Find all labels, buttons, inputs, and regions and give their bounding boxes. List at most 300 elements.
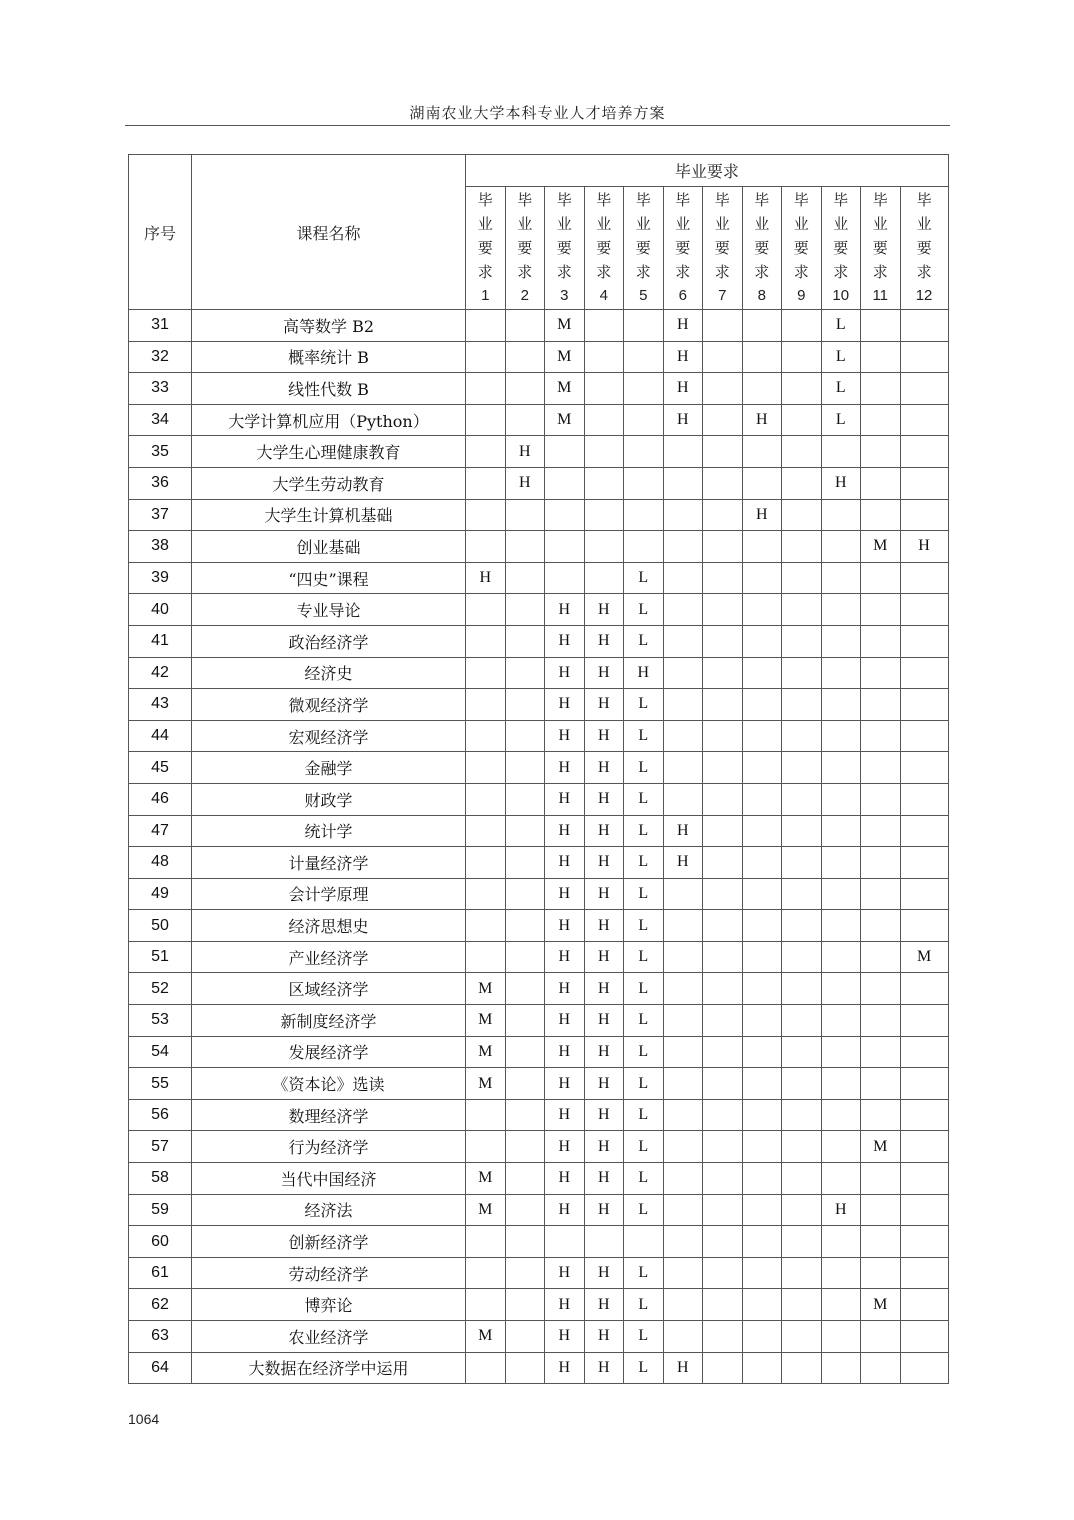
requirement-mark-8 bbox=[742, 594, 782, 626]
requirement-mark-1: M bbox=[466, 1005, 506, 1037]
requirement-mark-9 bbox=[782, 847, 822, 879]
requirement-mark-8 bbox=[742, 910, 782, 942]
requirement-mark-9 bbox=[782, 1068, 822, 1100]
requirement-mark-2 bbox=[505, 783, 545, 815]
requirement-mark-9 bbox=[782, 783, 822, 815]
table-row bbox=[129, 1289, 949, 1321]
course-number: 33 bbox=[129, 373, 192, 405]
course-number: 51 bbox=[129, 941, 192, 973]
course-number: 34 bbox=[129, 404, 192, 436]
requirement-mark-12 bbox=[900, 1099, 948, 1131]
requirement-mark-3 bbox=[545, 1226, 585, 1258]
header-requirement-4 bbox=[584, 187, 624, 310]
header-requirement-char: 业 bbox=[675, 215, 691, 233]
requirement-mark-7 bbox=[703, 625, 743, 657]
requirement-mark-9 bbox=[782, 910, 822, 942]
requirement-mark-9 bbox=[782, 1163, 822, 1195]
requirement-mark-4: H bbox=[584, 752, 624, 784]
requirement-mark-9 bbox=[782, 562, 822, 594]
course-number: 49 bbox=[129, 878, 192, 910]
course-number: 39 bbox=[129, 562, 192, 594]
requirement-mark-5: L bbox=[624, 1036, 664, 1068]
course-name: 大学生计算机基础 bbox=[192, 499, 466, 531]
requirement-mark-5: L bbox=[624, 973, 664, 1005]
requirement-mark-4: H bbox=[584, 657, 624, 689]
requirement-mark-4 bbox=[584, 531, 624, 563]
requirement-mark-7 bbox=[703, 720, 743, 752]
course-name: 宏观经济学 bbox=[192, 720, 466, 752]
requirement-mark-6: H bbox=[663, 404, 703, 436]
requirement-mark-6 bbox=[663, 783, 703, 815]
requirement-mark-7 bbox=[703, 310, 743, 342]
requirement-mark-5: L bbox=[624, 1099, 664, 1131]
table-row bbox=[129, 625, 949, 657]
requirement-mark-7 bbox=[703, 373, 743, 405]
table-row bbox=[129, 531, 949, 563]
requirement-mark-6 bbox=[663, 436, 703, 468]
requirement-mark-6 bbox=[663, 562, 703, 594]
header-requirement-char: 毕 bbox=[596, 191, 612, 209]
requirement-mark-4 bbox=[584, 562, 624, 594]
requirement-mark-3: H bbox=[545, 910, 585, 942]
requirement-mark-8 bbox=[742, 689, 782, 721]
requirement-mark-8 bbox=[742, 973, 782, 1005]
requirement-mark-2: H bbox=[505, 436, 545, 468]
header-requirement-char: 求 bbox=[477, 263, 493, 281]
requirement-mark-4 bbox=[584, 310, 624, 342]
requirement-mark-1 bbox=[466, 752, 506, 784]
requirement-mark-1 bbox=[466, 341, 506, 373]
course-number: 40 bbox=[129, 594, 192, 626]
requirement-mark-6 bbox=[663, 973, 703, 1005]
header-requirement-number: 11 bbox=[872, 287, 889, 304]
requirement-mark-7 bbox=[703, 531, 743, 563]
requirement-mark-10 bbox=[821, 1257, 861, 1289]
header-rule bbox=[125, 125, 950, 126]
course-name: 高等数学 B2 bbox=[192, 310, 466, 342]
header-requirement-char: 业 bbox=[754, 215, 770, 233]
requirement-mark-8 bbox=[742, 1257, 782, 1289]
header-requirement-char: 求 bbox=[556, 263, 572, 281]
requirement-mark-10 bbox=[821, 1289, 861, 1321]
requirement-mark-8 bbox=[742, 310, 782, 342]
requirement-mark-11 bbox=[861, 436, 901, 468]
table-row bbox=[129, 1068, 949, 1100]
course-name: 微观经济学 bbox=[192, 689, 466, 721]
requirement-mark-10 bbox=[821, 752, 861, 784]
header-requirement-char: 要 bbox=[596, 239, 612, 257]
requirement-mark-6 bbox=[663, 941, 703, 973]
requirement-mark-4: H bbox=[584, 878, 624, 910]
requirement-mark-8 bbox=[742, 752, 782, 784]
requirement-mark-10 bbox=[821, 783, 861, 815]
requirement-mark-4: H bbox=[584, 1131, 624, 1163]
table-row bbox=[129, 941, 949, 973]
requirement-mark-10 bbox=[821, 1068, 861, 1100]
header-requirement-char: 业 bbox=[635, 215, 651, 233]
requirement-mark-6 bbox=[663, 1257, 703, 1289]
requirement-mark-7 bbox=[703, 752, 743, 784]
requirement-mark-7 bbox=[703, 467, 743, 499]
requirement-mark-12 bbox=[900, 847, 948, 879]
requirement-mark-8 bbox=[742, 1352, 782, 1384]
header-requirement-char: 毕 bbox=[754, 191, 770, 209]
header-requirement-char: 要 bbox=[477, 239, 493, 257]
requirement-mark-3: M bbox=[545, 404, 585, 436]
requirement-mark-6 bbox=[663, 594, 703, 626]
requirement-mark-1 bbox=[466, 404, 506, 436]
requirement-mark-11: M bbox=[861, 1289, 901, 1321]
requirement-mark-1 bbox=[466, 1099, 506, 1131]
requirement-mark-4: H bbox=[584, 1099, 624, 1131]
requirement-mark-4: H bbox=[584, 847, 624, 879]
requirement-mark-1: M bbox=[466, 1194, 506, 1226]
requirement-mark-3: H bbox=[545, 847, 585, 879]
requirement-mark-11 bbox=[861, 1321, 901, 1353]
header-requirement-9 bbox=[782, 187, 822, 310]
requirement-mark-8 bbox=[742, 720, 782, 752]
requirement-mark-8: H bbox=[742, 499, 782, 531]
requirement-mark-1: H bbox=[466, 562, 506, 594]
requirement-mark-9 bbox=[782, 1289, 822, 1321]
header-requirement-3 bbox=[545, 187, 585, 310]
requirement-mark-1 bbox=[466, 1131, 506, 1163]
requirement-mark-10 bbox=[821, 815, 861, 847]
requirement-mark-6 bbox=[663, 752, 703, 784]
header-requirement-1 bbox=[466, 187, 506, 310]
requirement-mark-11 bbox=[861, 1099, 901, 1131]
requirement-mark-3: H bbox=[545, 1036, 585, 1068]
requirement-mark-6 bbox=[663, 1036, 703, 1068]
requirement-mark-3: H bbox=[545, 1352, 585, 1384]
requirement-mark-5: L bbox=[624, 847, 664, 879]
requirement-mark-8 bbox=[742, 436, 782, 468]
course-number: 58 bbox=[129, 1163, 192, 1195]
requirement-mark-6 bbox=[663, 1289, 703, 1321]
requirement-mark-4: H bbox=[584, 973, 624, 1005]
header-requirement-char: 业 bbox=[833, 215, 849, 233]
header-requirement-10 bbox=[821, 187, 861, 310]
course-number: 63 bbox=[129, 1321, 192, 1353]
course-name: 线性代数 B bbox=[192, 373, 466, 405]
requirement-mark-5 bbox=[624, 310, 664, 342]
requirement-mark-1 bbox=[466, 531, 506, 563]
requirement-mark-5: L bbox=[624, 1163, 664, 1195]
requirement-mark-1 bbox=[466, 1257, 506, 1289]
table-row bbox=[129, 1194, 949, 1226]
requirement-mark-12 bbox=[900, 720, 948, 752]
requirement-mark-6 bbox=[663, 720, 703, 752]
requirement-mark-9 bbox=[782, 531, 822, 563]
requirement-mark-3: H bbox=[545, 657, 585, 689]
requirement-mark-12: M bbox=[900, 941, 948, 973]
requirement-mark-1 bbox=[466, 625, 506, 657]
requirement-mark-6 bbox=[663, 1163, 703, 1195]
requirement-mark-3: H bbox=[545, 689, 585, 721]
requirement-mark-12 bbox=[900, 1131, 948, 1163]
requirement-mark-3: H bbox=[545, 720, 585, 752]
requirement-mark-1 bbox=[466, 373, 506, 405]
table-row bbox=[129, 1257, 949, 1289]
requirement-mark-4: H bbox=[584, 783, 624, 815]
requirement-mark-1: M bbox=[466, 1068, 506, 1100]
course-number: 32 bbox=[129, 341, 192, 373]
course-number: 56 bbox=[129, 1099, 192, 1131]
header-requirement-number: 3 bbox=[560, 287, 569, 304]
table-row bbox=[129, 910, 949, 942]
requirement-mark-8 bbox=[742, 657, 782, 689]
graduation-requirements-matrix bbox=[128, 154, 949, 1384]
requirement-mark-11 bbox=[861, 878, 901, 910]
header-requirement-char: 要 bbox=[916, 239, 932, 257]
requirement-mark-6: H bbox=[663, 341, 703, 373]
requirement-mark-12 bbox=[900, 373, 948, 405]
requirement-mark-8 bbox=[742, 1289, 782, 1321]
table-row bbox=[129, 752, 949, 784]
course-number: 46 bbox=[129, 783, 192, 815]
requirement-mark-8 bbox=[742, 1226, 782, 1258]
requirement-mark-7 bbox=[703, 973, 743, 1005]
table-row bbox=[129, 373, 949, 405]
requirement-mark-6: H bbox=[663, 815, 703, 847]
requirement-mark-12 bbox=[900, 1036, 948, 1068]
requirement-mark-1 bbox=[466, 1226, 506, 1258]
course-name: 农业经济学 bbox=[192, 1321, 466, 1353]
course-number: 53 bbox=[129, 1005, 192, 1037]
requirement-mark-3: H bbox=[545, 1321, 585, 1353]
header-requirement-char: 求 bbox=[675, 263, 691, 281]
requirement-mark-3: H bbox=[545, 878, 585, 910]
requirement-mark-9 bbox=[782, 436, 822, 468]
requirement-mark-8 bbox=[742, 847, 782, 879]
requirement-mark-2 bbox=[505, 689, 545, 721]
course-name: 经济思想史 bbox=[192, 910, 466, 942]
requirement-mark-7 bbox=[703, 657, 743, 689]
header-requirement-char: 毕 bbox=[635, 191, 651, 209]
requirement-mark-5: L bbox=[624, 689, 664, 721]
requirement-mark-11 bbox=[861, 973, 901, 1005]
requirement-mark-6 bbox=[663, 878, 703, 910]
requirement-mark-2 bbox=[505, 657, 545, 689]
requirement-mark-4 bbox=[584, 404, 624, 436]
requirement-mark-2 bbox=[505, 1289, 545, 1321]
requirement-mark-6 bbox=[663, 1099, 703, 1131]
course-name: 区域经济学 bbox=[192, 973, 466, 1005]
requirement-mark-12 bbox=[900, 1163, 948, 1195]
requirement-mark-6 bbox=[663, 625, 703, 657]
header-requirement-char: 业 bbox=[477, 215, 493, 233]
requirement-mark-12 bbox=[900, 436, 948, 468]
requirement-mark-1 bbox=[466, 657, 506, 689]
course-name: 大学生劳动教育 bbox=[192, 467, 466, 499]
requirement-mark-3: H bbox=[545, 973, 585, 1005]
requirement-mark-9 bbox=[782, 1005, 822, 1037]
requirement-mark-4: H bbox=[584, 1194, 624, 1226]
header-requirement-char: 业 bbox=[556, 215, 572, 233]
requirement-mark-7 bbox=[703, 1257, 743, 1289]
requirement-mark-3: M bbox=[545, 310, 585, 342]
header-requirement-char: 毕 bbox=[517, 191, 533, 209]
requirement-mark-11 bbox=[861, 1257, 901, 1289]
header-requirement-2 bbox=[505, 187, 545, 310]
requirement-mark-7 bbox=[703, 941, 743, 973]
table-row bbox=[129, 1099, 949, 1131]
course-number: 47 bbox=[129, 815, 192, 847]
header-requirement-char: 求 bbox=[754, 263, 770, 281]
requirement-mark-3: H bbox=[545, 594, 585, 626]
requirement-mark-10 bbox=[821, 1036, 861, 1068]
requirement-mark-10 bbox=[821, 941, 861, 973]
requirement-mark-10 bbox=[821, 594, 861, 626]
requirement-mark-2 bbox=[505, 1036, 545, 1068]
header-requirement-number: 7 bbox=[718, 287, 727, 304]
requirement-mark-1: M bbox=[466, 1036, 506, 1068]
requirement-mark-8 bbox=[742, 1099, 782, 1131]
requirement-mark-5: L bbox=[624, 1005, 664, 1037]
requirement-mark-12 bbox=[900, 404, 948, 436]
requirement-mark-2 bbox=[505, 752, 545, 784]
requirement-mark-7 bbox=[703, 1226, 743, 1258]
requirement-mark-11 bbox=[861, 1036, 901, 1068]
requirement-mark-4: H bbox=[584, 1068, 624, 1100]
header-requirement-char: 求 bbox=[793, 263, 809, 281]
requirement-mark-4 bbox=[584, 436, 624, 468]
header-requirement-number: 5 bbox=[639, 287, 648, 304]
course-name: 会计学原理 bbox=[192, 878, 466, 910]
requirement-mark-11 bbox=[861, 1068, 901, 1100]
header-requirement-char: 要 bbox=[754, 239, 770, 257]
requirement-mark-8 bbox=[742, 373, 782, 405]
requirement-mark-9 bbox=[782, 1352, 822, 1384]
requirement-mark-12 bbox=[900, 973, 948, 1005]
requirement-mark-3: H bbox=[545, 1131, 585, 1163]
header-requirement-char: 要 bbox=[635, 239, 651, 257]
header-course-name: 课程名称 bbox=[192, 155, 466, 310]
requirement-mark-9 bbox=[782, 1131, 822, 1163]
requirement-mark-5: L bbox=[624, 625, 664, 657]
requirement-mark-1 bbox=[466, 594, 506, 626]
requirement-mark-9 bbox=[782, 625, 822, 657]
requirement-mark-3: H bbox=[545, 1257, 585, 1289]
course-number: 50 bbox=[129, 910, 192, 942]
requirement-mark-10 bbox=[821, 562, 861, 594]
requirement-mark-8 bbox=[742, 1131, 782, 1163]
requirement-mark-11 bbox=[861, 499, 901, 531]
requirement-mark-3 bbox=[545, 531, 585, 563]
course-name: 当代中国经济 bbox=[192, 1163, 466, 1195]
requirement-mark-1 bbox=[466, 467, 506, 499]
course-name: 产业经济学 bbox=[192, 941, 466, 973]
table-row bbox=[129, 1321, 949, 1353]
table-row bbox=[129, 878, 949, 910]
requirement-mark-3: M bbox=[545, 341, 585, 373]
course-number: 60 bbox=[129, 1226, 192, 1258]
requirement-mark-10 bbox=[821, 1163, 861, 1195]
requirement-mark-2 bbox=[505, 373, 545, 405]
header-requirement-char: 求 bbox=[714, 263, 730, 281]
header-requirement-number: 2 bbox=[520, 287, 529, 304]
requirement-mark-2 bbox=[505, 1131, 545, 1163]
requirement-mark-3 bbox=[545, 436, 585, 468]
requirement-mark-6: H bbox=[663, 310, 703, 342]
requirement-mark-12 bbox=[900, 815, 948, 847]
requirement-mark-7 bbox=[703, 847, 743, 879]
requirement-mark-5: L bbox=[624, 941, 664, 973]
requirement-mark-8 bbox=[742, 467, 782, 499]
course-number: 62 bbox=[129, 1289, 192, 1321]
requirement-mark-12 bbox=[900, 310, 948, 342]
requirement-mark-1: M bbox=[466, 973, 506, 1005]
course-name: 金融学 bbox=[192, 752, 466, 784]
requirement-mark-11 bbox=[861, 657, 901, 689]
requirement-mark-4: H bbox=[584, 720, 624, 752]
table-row bbox=[129, 310, 949, 342]
requirement-mark-9 bbox=[782, 1226, 822, 1258]
requirement-mark-12 bbox=[900, 1226, 948, 1258]
requirement-mark-2 bbox=[505, 910, 545, 942]
requirement-mark-8 bbox=[742, 1163, 782, 1195]
requirement-mark-4: H bbox=[584, 689, 624, 721]
requirement-mark-9 bbox=[782, 1099, 822, 1131]
course-number: 44 bbox=[129, 720, 192, 752]
course-number: 45 bbox=[129, 752, 192, 784]
requirement-mark-5: L bbox=[624, 815, 664, 847]
header-requirement-char: 要 bbox=[675, 239, 691, 257]
course-name: 《资本论》选读 bbox=[192, 1068, 466, 1100]
requirement-mark-2 bbox=[505, 1068, 545, 1100]
requirement-mark-11 bbox=[861, 373, 901, 405]
header-requirement-char: 毕 bbox=[833, 191, 849, 209]
requirement-mark-3 bbox=[545, 467, 585, 499]
requirement-mark-5: L bbox=[624, 1257, 664, 1289]
requirement-mark-4 bbox=[584, 373, 624, 405]
course-number: 43 bbox=[129, 689, 192, 721]
requirement-mark-4: H bbox=[584, 910, 624, 942]
requirement-mark-9 bbox=[782, 878, 822, 910]
requirement-mark-2 bbox=[505, 847, 545, 879]
page-number: 1064 bbox=[128, 1411, 160, 1427]
course-name: 计量经济学 bbox=[192, 847, 466, 879]
requirement-mark-7 bbox=[703, 689, 743, 721]
requirement-mark-2 bbox=[505, 1163, 545, 1195]
requirement-mark-7 bbox=[703, 1131, 743, 1163]
requirement-mark-9 bbox=[782, 720, 822, 752]
requirement-mark-8 bbox=[742, 1068, 782, 1100]
course-number: 52 bbox=[129, 973, 192, 1005]
requirement-mark-7 bbox=[703, 436, 743, 468]
requirement-mark-7 bbox=[703, 910, 743, 942]
requirement-mark-4: H bbox=[584, 594, 624, 626]
requirement-mark-2 bbox=[505, 1099, 545, 1131]
requirement-mark-1 bbox=[466, 783, 506, 815]
requirement-mark-9 bbox=[782, 341, 822, 373]
requirement-mark-2 bbox=[505, 1226, 545, 1258]
requirement-mark-6: H bbox=[663, 373, 703, 405]
requirement-mark-10 bbox=[821, 531, 861, 563]
header-requirement-char: 毕 bbox=[714, 191, 730, 209]
requirement-mark-2 bbox=[505, 941, 545, 973]
requirement-mark-6: H bbox=[663, 1352, 703, 1384]
requirement-mark-1: M bbox=[466, 1321, 506, 1353]
requirement-mark-9 bbox=[782, 310, 822, 342]
requirement-mark-5: L bbox=[624, 594, 664, 626]
requirement-mark-5 bbox=[624, 531, 664, 563]
requirement-mark-7 bbox=[703, 1099, 743, 1131]
header-requirement-char: 业 bbox=[596, 215, 612, 233]
header-requirement-char: 毕 bbox=[872, 191, 888, 209]
course-name: 行为经济学 bbox=[192, 1131, 466, 1163]
requirement-mark-11 bbox=[861, 783, 901, 815]
